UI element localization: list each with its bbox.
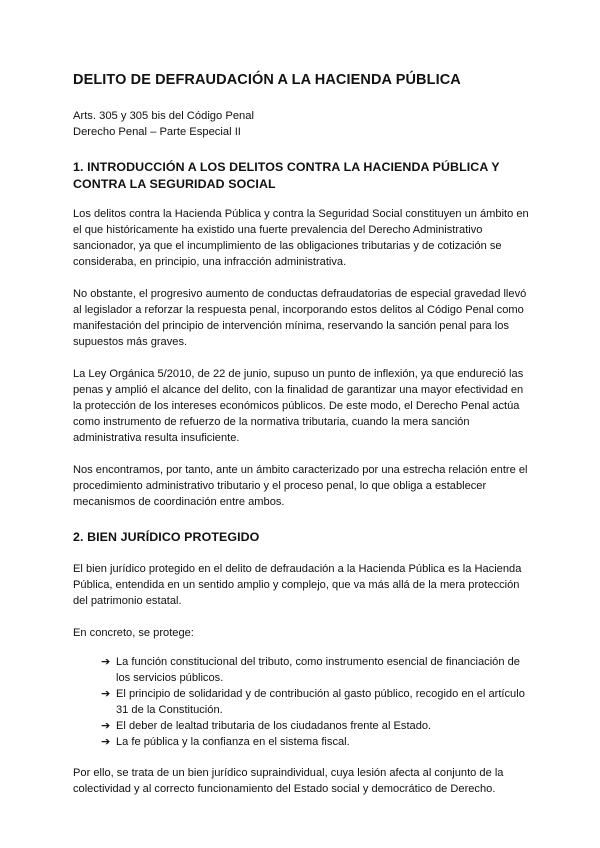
arrow-right-icon: ➔	[101, 688, 111, 700]
meta-subject: Derecho Penal – Parte Especial II	[73, 126, 241, 138]
section-2-paragraph: El bien jurídico protegido en el delito de defraudación a la Hacienda Pública es la Hacienda Pública, entendida en un sentido amplio y complejo, que va más allá de la mera protección del patrimonio estatal.	[73, 563, 522, 607]
section-1-paragraph: Nos encontramos, por tanto, ante un ámbito caracterizado por una estrecha relación entre el procedimiento administrativo tributario y el proceso penal, lo que obliga a establecer mecanismos de coordinación entre ambos.	[73, 464, 528, 508]
section-2-paragraph: En concreto, se protege:	[73, 627, 194, 639]
document-page	[73, 72, 531, 797]
list-item-text: El deber de lealtad tributaria de los ciudadanos frente al Estado.	[116, 720, 432, 732]
section-1-paragraph: No obstante, el progresivo aumento de conductas defraudatorias de especial gravedad llevó al legislador a reforzar la respuesta penal, incorporando estos delitos al Código Penal como manifestación del principio de intervención mínima, reservando la sanción penal para los supuestos más graves.	[73, 288, 527, 348]
protected-interests-list	[73, 654, 531, 750]
section-1-heading: 1. INTRODUCCIÓN A LOS DELITOS CONTRA LA HACIENDA PÚBLICA Y CONTRA LA SEGURIDAD SOCIAL	[73, 160, 500, 191]
section-1-paragraph: Los delitos contra la Hacienda Pública y contra la Seguridad Social constituyen un ámbito en el que históricamente ha existido una fuerte prevalencia del Derecho Administrativo sancionador, ya que el incumplimiento de las obligaciones tributarias y de cotización se consideraba, en principio, una infracción administrativa.	[73, 208, 529, 268]
section-1-paragraph: La Ley Orgánica 5/2010, de 22 de junio, supuso un punto de inflexión, ya que endureció las penas y amplió el alcance del delito, con la finalidad de garantizar una mayor efectividad en la protección de los intereses económicos públicos. De este modo, el Derecho Penal actúa como instrumento de refuerzo de la normativa tributaria, cuando la mera sanción administrativa resulta insuficiente.	[73, 368, 524, 444]
arrow-right-icon: ➔	[101, 656, 111, 668]
list-item-text: El principio de solidaridad y de contribución al gasto público, recogido en el artículo 31 de la Constitución.	[116, 688, 525, 716]
meta-articles: Arts. 305 y 305 bis del Código Penal	[73, 110, 254, 122]
list-item-text: La fe pública y la confianza en el sistema fiscal.	[116, 736, 350, 748]
document-meta	[73, 108, 531, 140]
section-2-closing-paragraph: Por ello, se trata de un bien jurídico supraindividual, cuya lesión afecta al conjunto de la colectividad y al correcto funcionamiento del Estado social y democrático de Derecho.	[73, 767, 504, 795]
list-item	[101, 734, 531, 750]
section-2-heading: 2. BIEN JURÍDICO PROTEGIDO	[73, 530, 260, 544]
arrow-right-icon: ➔	[101, 736, 111, 748]
list-item	[101, 686, 531, 718]
arrow-right-icon: ➔	[101, 720, 111, 732]
list-item-text: La función constitucional del tributo, como instrumento esencial de financiación de los servicios públicos.	[116, 656, 520, 684]
list-item	[101, 654, 531, 686]
list-item	[101, 718, 531, 734]
document-title: DELITO DE DEFRAUDACIÓN A LA HACIENDA PÚBLICA	[73, 72, 461, 88]
